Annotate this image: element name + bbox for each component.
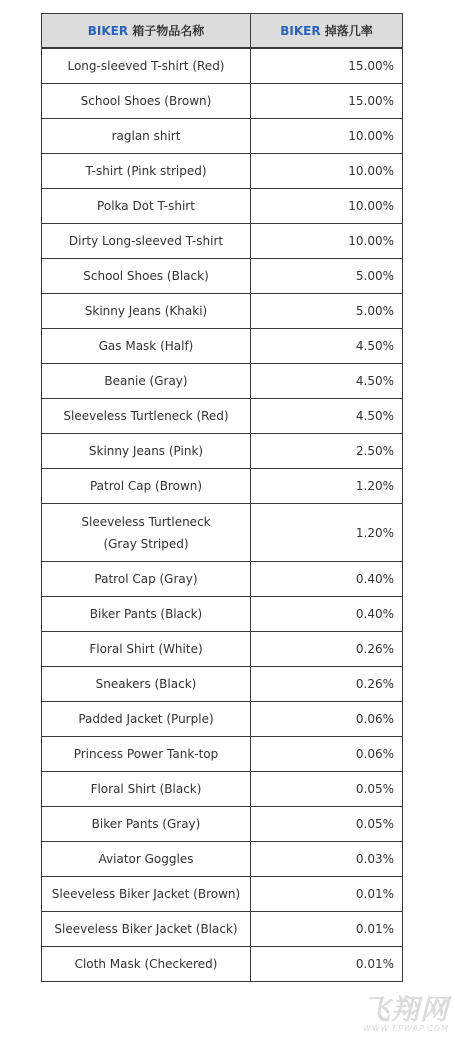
watermark-logo: 飞翔网	[361, 993, 449, 1026]
table-row	[42, 632, 403, 667]
watermark	[331, 993, 449, 1034]
drop-rate: 0.40%	[251, 597, 403, 632]
table-row	[42, 877, 403, 912]
drop-rate: 0.26%	[251, 667, 403, 702]
table-header	[42, 14, 403, 49]
table-row	[42, 294, 403, 329]
table-row	[42, 329, 403, 364]
table-body	[42, 48, 403, 982]
table-row	[42, 48, 403, 84]
item-name: Sleeveless Biker Jacket (Black)	[42, 912, 251, 947]
table-row	[42, 504, 403, 562]
table-row	[42, 154, 403, 189]
drop-rate: 0.01%	[251, 877, 403, 912]
table-row	[42, 84, 403, 119]
item-name-line-1: Sleeveless Turtleneck	[81, 514, 211, 529]
table-row	[42, 807, 403, 842]
drop-rate: 10.00%	[251, 224, 403, 259]
table-row	[42, 562, 403, 597]
table-row	[42, 119, 403, 154]
item-name: Sneakers (Black)	[42, 667, 251, 702]
table-row	[42, 469, 403, 504]
drop-rate: 4.50%	[251, 329, 403, 364]
drop-rate: 1.20%	[251, 504, 403, 562]
drop-rate: 0.40%	[251, 562, 403, 597]
item-name: Skinny Jeans (Pink)	[42, 434, 251, 469]
table-row	[42, 364, 403, 399]
header-drop-rate-en: BIKER	[280, 23, 321, 38]
item-name: Patrol Cap (Gray)	[42, 562, 251, 597]
item-name: Floral Shirt (White)	[42, 632, 251, 667]
item-name: Padded Jacket (Purple)	[42, 702, 251, 737]
drop-rate: 0.26%	[251, 632, 403, 667]
drop-rate: 0.06%	[251, 737, 403, 772]
item-name: Skinny Jeans (Khaki)	[42, 294, 251, 329]
drop-rate: 4.50%	[251, 364, 403, 399]
drop-rate: 10.00%	[251, 189, 403, 224]
table-row	[42, 259, 403, 294]
item-name: Polka Dot T-shirt	[42, 189, 251, 224]
item-name: Long-sleeved T-shirt (Red)	[42, 48, 251, 84]
item-name: Cloth Mask (Checkered)	[42, 947, 251, 982]
drop-rate: 5.00%	[251, 259, 403, 294]
item-name: Princess Power Tank-top	[42, 737, 251, 772]
item-name: Sleeveless Biker Jacket (Brown)	[42, 877, 251, 912]
table-row	[42, 597, 403, 632]
table-row	[42, 434, 403, 469]
item-name	[42, 504, 251, 562]
item-name: Sleeveless Turtleneck (Red)	[42, 399, 251, 434]
drop-rate: 4.50%	[251, 399, 403, 434]
drop-rate: 1.20%	[251, 469, 403, 504]
table-row	[42, 702, 403, 737]
item-name: Biker Pants (Black)	[42, 597, 251, 632]
item-name: Floral Shirt (Black)	[42, 772, 251, 807]
table-row	[42, 772, 403, 807]
item-name: Biker Pants (Gray)	[42, 807, 251, 842]
watermark-url: WWW.FPWAP.COM	[362, 1024, 449, 1033]
item-name: raglan shirt	[42, 119, 251, 154]
item-name: T-shirt (Pink striped)	[42, 154, 251, 189]
header-item-name	[42, 14, 251, 49]
table-row	[42, 947, 403, 982]
item-name-line-2: (Gray Striped)	[103, 536, 189, 551]
drop-rate: 10.00%	[251, 119, 403, 154]
drop-rate: 15.00%	[251, 48, 403, 84]
table-row	[42, 667, 403, 702]
table-row	[42, 399, 403, 434]
table-row	[42, 224, 403, 259]
table-row	[42, 842, 403, 877]
drop-rate: 15.00%	[251, 84, 403, 119]
drop-rate: 0.03%	[251, 842, 403, 877]
header-drop-rate	[251, 14, 403, 49]
item-name: Patrol Cap (Brown)	[42, 469, 251, 504]
drop-rate: 0.01%	[251, 912, 403, 947]
item-name: Aviator Goggles	[42, 842, 251, 877]
drop-rate: 5.00%	[251, 294, 403, 329]
item-name: Gas Mask (Half)	[42, 329, 251, 364]
drop-rate: 2.50%	[251, 434, 403, 469]
item-name: Beanie (Gray)	[42, 364, 251, 399]
drop-rate: 10.00%	[251, 154, 403, 189]
table-row	[42, 912, 403, 947]
header-item-name-en: BIKER	[87, 23, 129, 38]
table-row	[42, 189, 403, 224]
item-name: School Shoes (Black)	[42, 259, 251, 294]
drop-rate: 0.01%	[251, 947, 403, 982]
drop-rate: 0.05%	[251, 772, 403, 807]
drop-rate: 0.05%	[251, 807, 403, 842]
table-row	[42, 737, 403, 772]
drop-rate-table	[41, 13, 403, 982]
header-drop-rate-cn: 掉落几率	[320, 23, 373, 38]
drop-rate: 0.06%	[251, 702, 403, 737]
item-name: Dirty Long-sleeved T-shirt	[42, 224, 251, 259]
header-row	[42, 14, 403, 49]
item-name: School Shoes (Brown)	[42, 84, 251, 119]
header-item-name-cn: 箱子物品名称	[128, 23, 205, 38]
